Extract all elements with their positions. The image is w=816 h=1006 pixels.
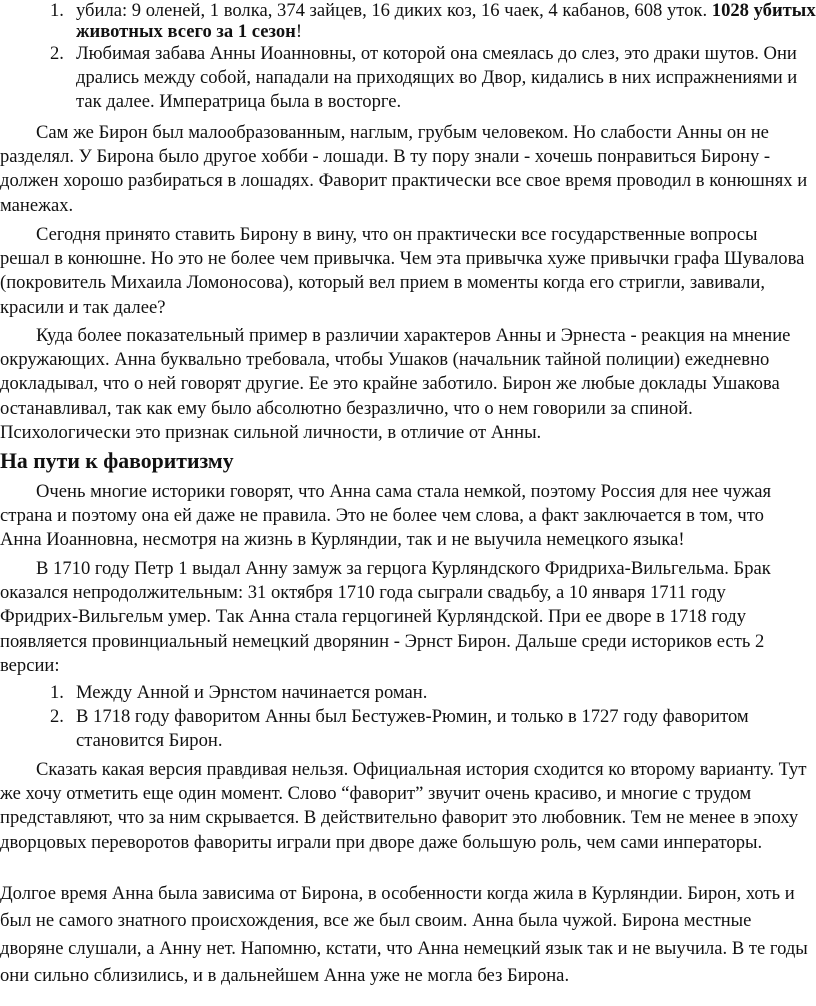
paragraph: Куда более показательный пример в различии характеров Анны и Эрнеста - реакция на мнение окружающих. Анна буквально требовала, чтобы Ушаков (начальник тайной полиции) ежедневно докладывал, что о ней говорят другие. Ее это крайне заботило. Бирон же любые доклады Ушакова останавливал, так как ему было абсолютно безразлично, что о нем говорили за спиной. Психологически это признак сильной личности, в отличие от Анны. [0,325,791,443]
hunting-list [0,0,816,114]
list-number: 2. [50,43,64,64]
versions-list [0,681,816,753]
paragraph: В 1710 году Петр 1 выдал Анну замуж за герцога Курляндского Фридриха-Вильгельма. Брак оказался непродолжительным: 31 октября 1710 года сыграли свадьбу, а 10 января 1711 году Фридрих-Вильгельм умер. Так Анна стала герцогиней Курляндской. При ее дворе в 1718 году появляется провинциальный немецкий дворянин - Эрнст Бирон. Дальше среди историков есть 2 версии: [0,558,771,676]
list-item-text: Между Анной и Эрнстом начинается роман. [76,682,428,703]
list-number: 1. [50,682,64,703]
paragraph: Сказать какая версия правдивая нельзя. Официальная история сходится ко второму варианту. Тут же хочу отметить еще один момент. Слово “фаворит” звучит очень красиво, и многие с трудом представляют, что за ним скрывается. В действительно фаворит это любовник. Тем не менее в эпоху дворцовых переворотов фавориты играли при дворе даже большую роль, чем сами инператоры. [0,759,807,853]
paragraph: Долгое время Анна была зависима от Бирона, в особенности когда жила в Курляндии. Бирон, хоть и был не самого знатного происхождения, все же был своим. Анна была чужой. Бирона местные дворяне слушали, а Анну нет. Напомню, кстати, что Анна немецкий язык так и не выучила. В те годы они сильно сблизились, и в дальнейшем Анна уже не могла без Бирона. [0,883,808,987]
paragraph: Сам же Бирон был малообразованным, наглым, грубым человеком. Но слабости Анны он не разделял. У Бирона было другое хобби - лошади. В ту пору знали - хочешь понравиться Бирону - должен хорошо разбираться в лошадях. Фаворит практически все свое время проводил в конюшнях и манежах. [0,122,808,216]
list-item-bold-text: 1028 убитых животных всего за 1 сезон [76,0,816,42]
list-item [0,0,816,42]
list-item-text: Любимая забава Анны Иоанновны, от которой она смеялась до слез, это драки шутов. Они дрались между собой, нападали на приходящих во Двор, кидались в них испражнениями и так далее. Императрица была в восторге. [76,43,798,112]
list-item-text-end: ! [295,21,303,42]
list-item [0,42,816,114]
list-item-text: В 1718 году фаворитом Анны был Бестужев-Рюмин, и только в 1727 году фаворитом становится Бирон. [76,706,749,751]
list-item-text: убила: 9 оленей, 1 волка, 374 зайцев, 16 диких коз, 16 чаек, 4 кабанов, 608 уток. [76,0,712,21]
list-item [0,705,816,753]
list-number: 2. [50,706,64,727]
list-item [0,681,816,705]
section-heading: На пути к фаворитизму [0,449,234,473]
paragraph: Сегодня принято ставить Бирону в вину, что он практически все государственные вопросы решал в конюшне. Но это не более чем привычка. Чем эта привычка хуже привычки графа Шувалова (покровитель Михаила Ломоносова), который вел прием в моменты когда его стригли, завивали, красили и так далее? [0,224,805,318]
list-number: 1. [50,0,64,21]
paragraph: Очень многие историки говорят, что Анна сама стала немкой, поэтому Россия для нее чужая страна и поэтому она ей даже не правила. Это не более чем слова, а факт заключается в том, что Анна Иоанновна, несмотря на жизнь в Курляндии, так и не выучила немецкого языка! [0,481,772,551]
